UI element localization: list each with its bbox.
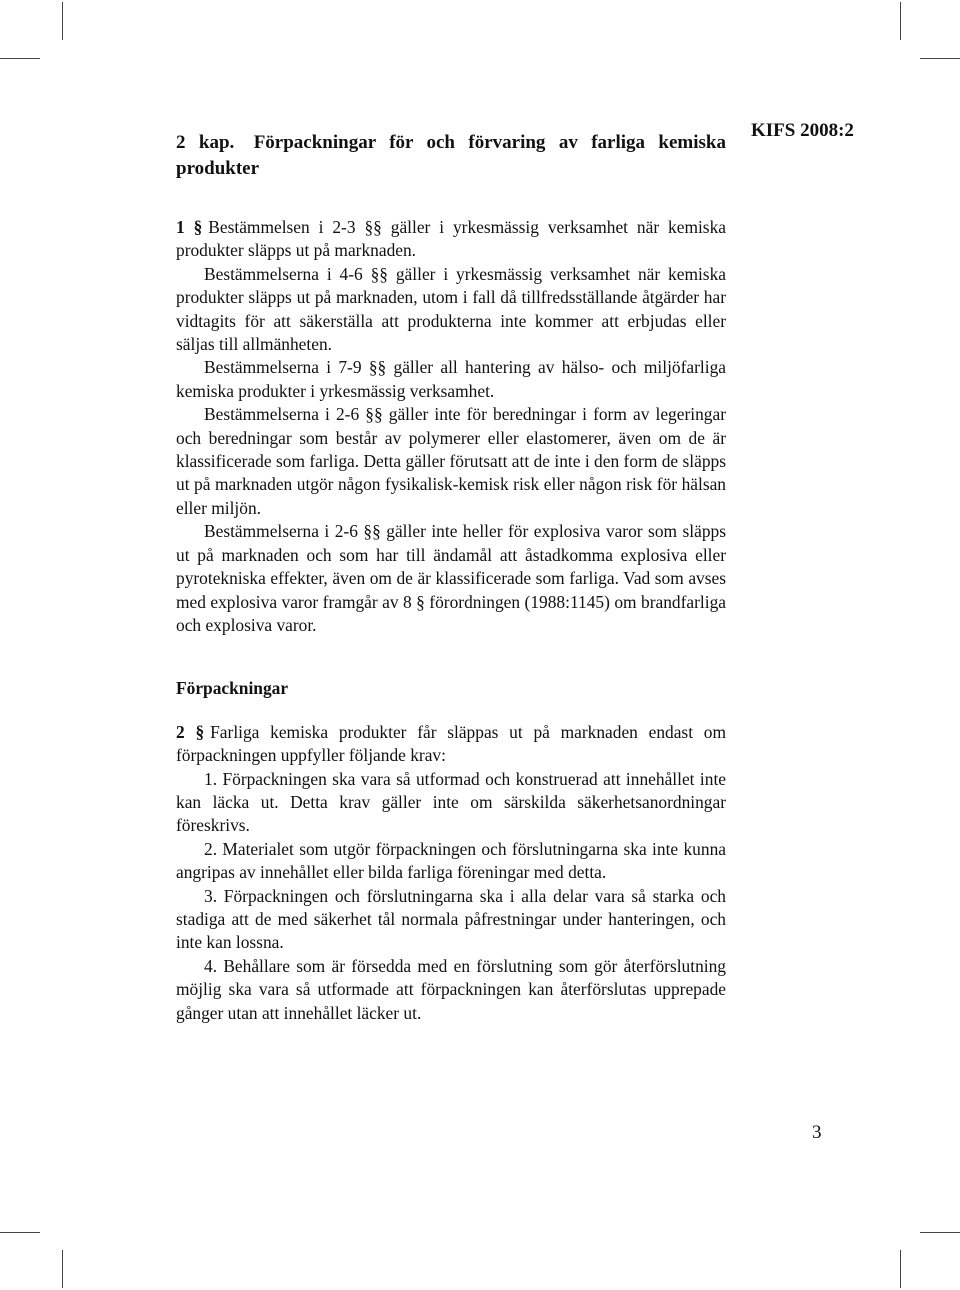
- section-2-item-3: 3. Förpackningen och förslutningarna ska i alla delar vara så starka och stadiga att de med säkerhet tål normala påfrestningar under hanteringen, och inte kan lossna.: [176, 885, 726, 953]
- section-2-item-1: 1. Förpackningen ska vara så utformad och konstruerad att innehållet inte kan läcka ut. Detta krav gäller inte om särskilda säkerhetsanordningar föreskrivs.: [176, 768, 726, 836]
- page-number: 3: [812, 1122, 822, 1143]
- crop-mark-bottom-left: [62, 1250, 63, 1288]
- section-2-number: 2 §: [176, 721, 205, 742]
- section-2-intro-text: Farliga kemiska produkter får släppas ut på marknaden endast om förpackningen uppfyller följande krav:: [176, 721, 726, 766]
- section-2-intro: [176, 721, 726, 768]
- crop-mark-top-left-h: [0, 58, 40, 59]
- crop-mark-top-left: [62, 2, 63, 40]
- section-2-item-2: 2. Materialet som utgör förpackningen och förslutningarna ska inte kunna angripas av innehållet eller bilda farliga föreningar med detta.: [176, 838, 726, 883]
- chapter-heading: [176, 130, 726, 182]
- crop-mark-top-right-h: [920, 58, 960, 59]
- chapter-number: 2 kap.: [176, 132, 235, 153]
- crop-mark-top-right: [900, 2, 901, 40]
- section-1-paragraph-2: Bestämmelserna i 4-6 §§ gäller i yrkesmässig verksamhet när kemiska produkter släpps ut på marknaden, utom i fall då tillfredsställande åtgärder har vidtagits för att säkerställa att produkterna inte kommer att erbjudas eller säljas till allmänheten.: [176, 263, 726, 355]
- crop-mark-bottom-right-h: [920, 1232, 960, 1233]
- document-code: KIFS 2008:2: [751, 120, 854, 141]
- section-2-item-4: 4. Behållare som är försedda med en förslutning som gör återförslutning möjlig ska vara så utformade att förpackningen kan återförslutas upprepade gånger utan att innehållet läcker ut.: [176, 955, 726, 1023]
- section-1-paragraph-1: [176, 216, 726, 263]
- section-1-paragraph-4: Bestämmelserna i 2-6 §§ gäller inte för beredningar i form av legeringar och beredningar som består av polymerer eller elastomerer, även om de är klassificerade som farliga. Detta gäller förutsatt att de inte i den form de släpps ut på marknaden utgör någon fysikalisk-kemisk risk eller någon risk för hälsan eller miljön.: [176, 404, 726, 518]
- chapter-title: Förpackningar för och förvaring av farliga kemiska produkter: [176, 132, 727, 179]
- crop-mark-bottom-left-h: [0, 1232, 40, 1233]
- section-1-number: 1 §: [176, 217, 203, 237]
- page-content: [176, 130, 726, 1025]
- section-1-text-1: Bestämmelsen i 2-3 §§ gäller i yrkesmässig verksamhet när kemiska produkter släpps ut på marknaden.: [176, 217, 726, 261]
- section-1-paragraph-5: Bestämmelserna i 2-6 §§ gäller inte heller för explosiva varor som släpps ut på marknaden och som har till ändamål att åstadkomma explosiva eller pyrotekniska effekter, även om de är klassificerade som farliga. Vad som avses med explosiva varor framgår av 8 § förordningen (1988:1145) om brandfarliga och explosiva varor.: [176, 521, 726, 635]
- heading-packaging: Förpackningar: [176, 678, 289, 699]
- crop-mark-bottom-right: [900, 1250, 901, 1288]
- section-1-paragraph-3: Bestämmelserna i 7-9 §§ gäller all hantering av hälso- och miljöfarliga kemiska produkter i yrkesmässig verksamhet.: [176, 357, 726, 401]
